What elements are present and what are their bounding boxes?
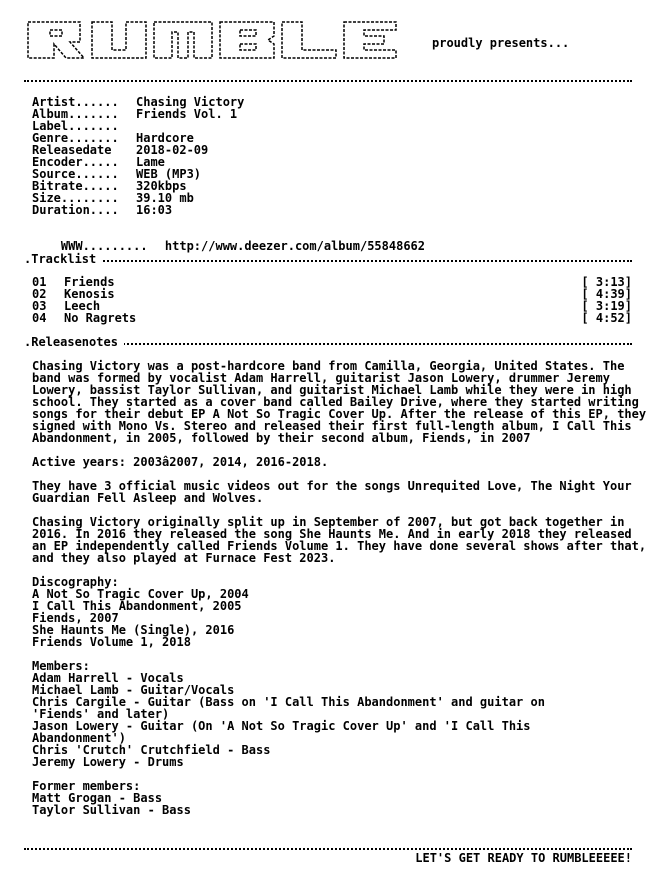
notes-paragraph: Active years: 2003â2007, 2014, 2016-2018. [32, 455, 329, 469]
info-key: Artist...... [32, 95, 119, 109]
info-key: Album....... [32, 107, 119, 121]
info-key: Genre....... [32, 131, 119, 145]
info-value: Chasing Victory [136, 95, 245, 109]
info-value: WEB (MP3) [136, 167, 202, 181]
footer-text: LET'S GET READY TO RUMBLEEEEE! [411, 852, 632, 864]
info-key: Label....... [32, 119, 119, 133]
info-key: Size........ [32, 191, 119, 205]
member-item: Adam Harrell - Vocals [32, 671, 184, 685]
release-info [32, 96, 244, 216]
member-item: Jeremy Lowery - Drums [32, 755, 184, 769]
info-value: 2018-02-09 [136, 143, 209, 157]
info-key: Encoder..... [32, 155, 119, 169]
releasenotes-title: .Releasenotes [24, 336, 124, 348]
info-value: 39.10 mb [136, 191, 194, 205]
discography-section [32, 576, 652, 648]
info-row [32, 204, 244, 216]
former-member-item: Matt Grogan - Bass [32, 791, 163, 805]
track-number: 02 [32, 287, 47, 301]
track-title: Leech [64, 299, 101, 313]
member-item: 'Fiends' and later) [32, 707, 170, 721]
info-key: Source...... [32, 167, 119, 181]
info-value: 16:03 [136, 203, 173, 217]
member-item: Chris 'Crutch' Crutchfield - Bass [32, 743, 271, 757]
member-item: Abandonment') [32, 731, 126, 745]
track-duration: [ 4:39] [581, 287, 632, 301]
info-value: Lame [136, 155, 165, 169]
info-key: Duration.... [32, 203, 119, 217]
members-section [32, 660, 652, 768]
discography-item: Friends Volume 1, 2018 [32, 635, 191, 649]
track-duration: [ 3:19] [581, 299, 632, 313]
releasenotes [32, 360, 652, 828]
track-number: 01 [32, 275, 47, 289]
member-item: Chris Cargile - Guitar (Bass on 'I Call This Abandonment' and guitar on [32, 695, 545, 709]
divider [24, 80, 632, 82]
tracklist-title: .Tracklist [24, 253, 102, 265]
notes-paragraph: Chasing Victory was a post-hardcore band from Camilla, Georgia, United States. The band was formed by vocalist Adam Harrell, guitarist Jason Lowery, drummer Jeremy Lowery, bassist Taylor Sullivan, and guitarist Michael Lamb while they were in high school. They started as a cover band called Bailey Drive, where they started writing songs for their debut EP A Not So Tragic Cover Up. After the release of this EP, they signed with Mono Vs. Stereo and released their first full-length album, I Call This Abandonment, in 2005, followed by their second album, Fiends, in 2007 [32, 359, 647, 445]
track-number: 04 [32, 311, 47, 325]
track-duration: [ 4:52] [581, 311, 632, 325]
discography-item-title: Discography: [32, 575, 119, 589]
track-number: 03 [32, 299, 47, 313]
former-member-item: Taylor Sullivan - Bass [32, 803, 191, 817]
notes-paragraph: They have 3 official music videos out for the songs Unrequited Love, The Night Your Guardian Fell Asleep and Wolves. [32, 479, 632, 505]
track-row [32, 276, 632, 288]
member-item-title: Members: [32, 659, 90, 673]
tagline: proudly presents... [432, 36, 570, 50]
former-member-item-title: Former members: [32, 779, 141, 793]
member-item: Michael Lamb - Guitar/Vocals [32, 683, 235, 697]
discography-item: A Not So Tragic Cover Up, 2004 [32, 587, 249, 601]
track-row [32, 312, 632, 324]
member-item: Jason Lowery - Guitar (On 'A Not So Tragic Cover Up' and 'I Call This [32, 719, 531, 733]
track-row [32, 288, 632, 300]
tracklist [32, 276, 632, 324]
www-link[interactable]: http://www.deezer.com/album/55848662 [164, 239, 425, 253]
discography-item: She Haunts Me (Single), 2016 [32, 623, 235, 637]
info-value: Hardcore [136, 131, 194, 145]
divider [24, 260, 632, 262]
track-title: Friends [64, 275, 115, 289]
info-value: Friends Vol. 1 [136, 107, 238, 121]
former-members-section [32, 780, 652, 816]
info-value: 320kbps [136, 179, 187, 193]
info-key: Bitrate..... [32, 179, 119, 193]
track-duration: [ 3:13] [581, 275, 632, 289]
rumble-logo [22, 18, 402, 62]
track-title: Kenosis [64, 287, 115, 301]
www-key: WWW......... [60, 239, 148, 253]
track-title: No Ragrets [64, 311, 137, 325]
rumble-logo-graphic [22, 18, 402, 62]
notes-paragraph: Chasing Victory originally split up in September of 2007, but got back together in 2016. In 2016 they released the song She Haunts Me. And in early 2018 they released an EP independently called Friends Volume 1. They have done several shows after that, and they also played at Furnace Fest 2023. [32, 515, 647, 565]
discography-item: I Call This Abandonment, 2005 [32, 599, 242, 613]
discography-item: Fiends, 2007 [32, 611, 119, 625]
divider [24, 848, 632, 850]
info-key: Releasedate [32, 143, 112, 157]
